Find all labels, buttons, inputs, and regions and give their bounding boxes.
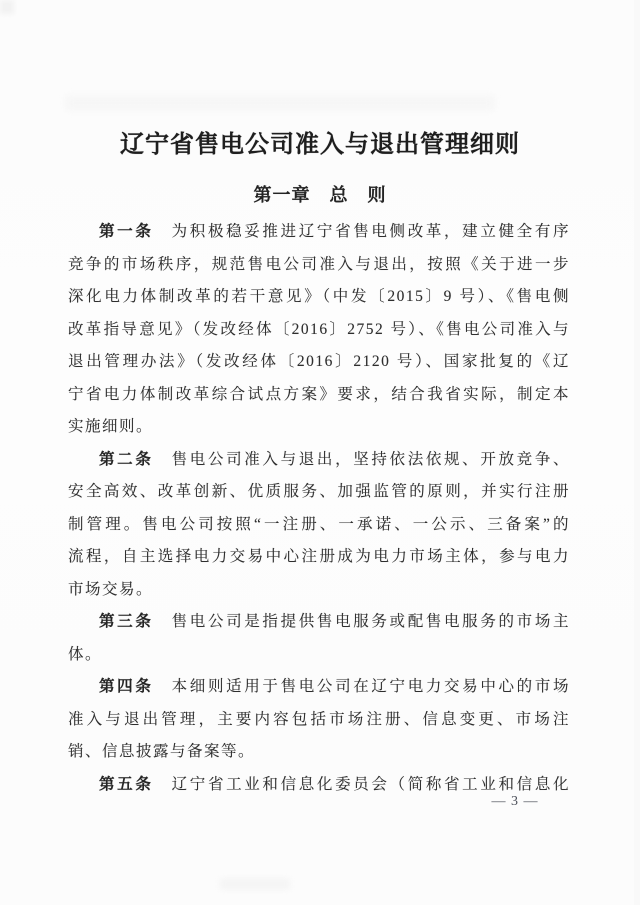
paragraph-article-1 xyxy=(68,216,570,444)
line-text: 为积极稳妥推进辽宁省售电侧改革，建立健全有序 xyxy=(153,223,570,240)
text-line: 流程，自主选择电力交易中心注册成为电力市场主体，参与电力 xyxy=(68,548,570,565)
document-title: 辽宁省售电公司准入与退出管理细则 xyxy=(120,132,520,158)
text-line: 实施细则。 xyxy=(68,418,154,435)
line-text: 售电公司是指提供售电服务或配售电服务的市场主 xyxy=(153,613,570,630)
text-line xyxy=(68,671,570,704)
text-line: 深化电力体制改革的若干意见》（中发〔2015〕9 号）、《售电侧 xyxy=(68,288,570,305)
text-line: 市场交易。 xyxy=(68,580,154,598)
text-line: 制管理。售电公司按照“一注册、一承诺、一公示、三备案”的 xyxy=(68,515,570,533)
line-text: 辽宁省工业和信息化委员会（简称省工业和信息化 xyxy=(153,775,570,793)
scan-artifact xyxy=(65,95,495,111)
scan-artifact xyxy=(220,878,290,890)
text-line xyxy=(68,606,570,639)
text-line: 安全高效、改革创新、优质服务、加强监管的原则，并实行注册 xyxy=(68,483,570,500)
article-4-lead: 第四条 xyxy=(99,678,154,695)
text-line: 竞争的市场秩序，规范售电公司准入与退出，按照《关于进一步 xyxy=(68,255,570,273)
text-line xyxy=(68,444,570,477)
text-line xyxy=(68,216,570,249)
line-text: 售电公司准入与退出，坚持依法依规、开放竞争、 xyxy=(153,450,570,468)
text-line: 退出管理办法》（发改经体〔2016〕2120 号）、国家批复的《辽 xyxy=(68,353,570,370)
article-1-lead: 第一条 xyxy=(99,223,154,240)
line-text: 本细则适用于售电公司在辽宁电力交易中心的市场 xyxy=(153,678,570,695)
text-line: 体。 xyxy=(68,645,103,663)
article-2-lead: 第二条 xyxy=(99,450,154,468)
paragraph-article-4 xyxy=(68,671,570,769)
scan-artifact xyxy=(0,0,14,14)
chapter-heading: 第一章 总 则 xyxy=(253,185,387,205)
paragraph-article-2 xyxy=(68,444,570,607)
document-body xyxy=(68,216,570,801)
text-line: 改革指导意见》（发改经体〔2016〕2752 号）、《售电公司准入与 xyxy=(68,320,570,338)
article-5-lead: 第五条 xyxy=(99,775,154,793)
page-number: — 3 — xyxy=(491,794,539,809)
paragraph-article-3 xyxy=(68,606,570,671)
article-3-lead: 第三条 xyxy=(99,613,154,630)
text-line: 销、信息披露与备案等。 xyxy=(68,743,256,760)
text-line: 准入与退出管理，主要内容包括市场注册、信息变更、市场注 xyxy=(68,710,570,728)
text-line: 宁省电力体制改革综合试点方案》要求，结合我省实际，制定本 xyxy=(68,385,570,403)
